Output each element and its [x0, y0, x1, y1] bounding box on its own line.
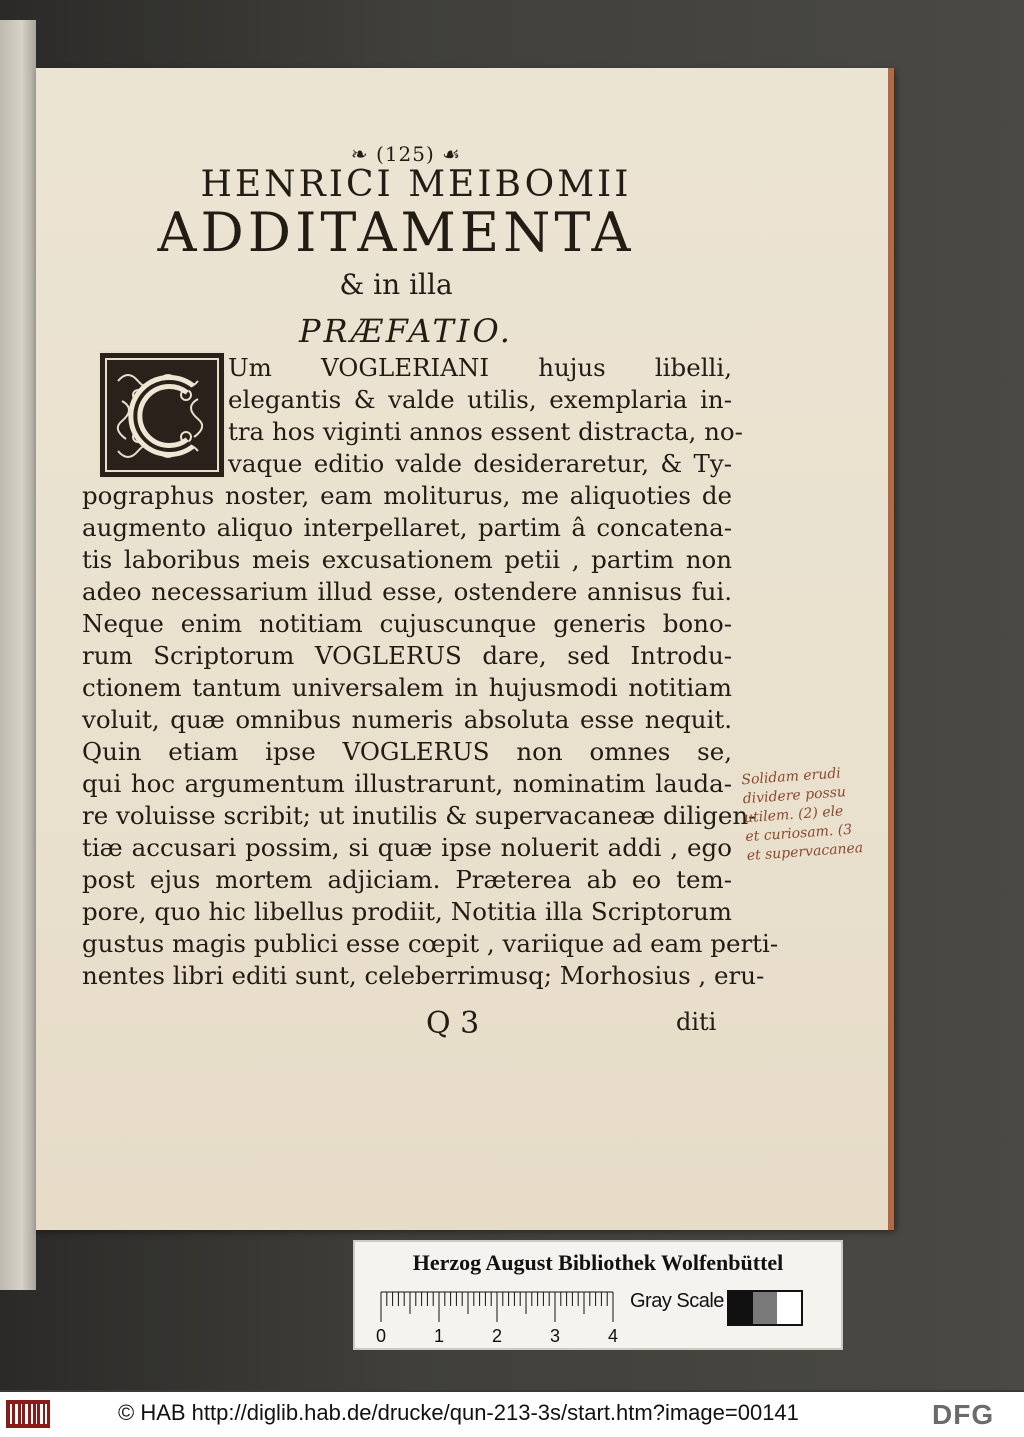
- text-line: voluit, quæ omnibus numeris absoluta esse nequit.: [82, 705, 732, 734]
- signature-mark: Q 3: [426, 1006, 480, 1041]
- text-line: tiæ accusari possim, si quæ ipse noluerit addi , ego: [82, 833, 732, 862]
- marginal-line: dividere possu: [742, 784, 847, 808]
- hab-barcode-logo-icon: [6, 1400, 50, 1428]
- viewer-footer: [0, 1392, 1024, 1437]
- ruler-number: 0: [375, 1326, 387, 1346]
- title-heading: ADDITAMENTA: [157, 201, 635, 264]
- ruler-number: 1: [433, 1326, 445, 1346]
- subtitle: & in illa: [339, 268, 453, 301]
- text-line: Quin etiam ipse VOGLERUS non omnes se,: [82, 737, 732, 766]
- text-line: post ejus mortem adjiciam. Præterea ab eo tem-: [82, 865, 732, 894]
- gray-patch-black: [729, 1292, 753, 1324]
- section-heading: PRÆFATIO.: [299, 312, 513, 350]
- text-line: re voluisse scribit; ut inutilis & supervacaneæ diligen-: [82, 801, 757, 830]
- text-line: Um VOGLERIANI hujus libelli,: [228, 353, 732, 382]
- text-line: nentes libri editi sunt, celeberrimusq; Morhosius , eru-: [82, 961, 765, 990]
- marginal-line: et curiosam. (3: [744, 821, 853, 846]
- ruler-scale: [377, 1290, 617, 1346]
- ruler-number: 4: [607, 1326, 619, 1346]
- gray-patch-white: [777, 1292, 801, 1324]
- gray-patch-mid: [753, 1292, 777, 1324]
- text-line: tra hos viginti annos essent distracta, no-: [228, 417, 743, 446]
- marginal-line: Solidam erudi: [740, 765, 842, 789]
- ruler-number: 2: [491, 1326, 503, 1346]
- marginal-line: utilem. (2) ele: [743, 803, 844, 827]
- text-line: gustus magis publici esse cœpit , variique ad eam perti-: [82, 929, 779, 958]
- text-line: Neque enim notitiam cujuscunque generis bono-: [82, 609, 732, 638]
- text-line: augmento aliquo interpellaret, partim â concatena-: [82, 513, 732, 542]
- marginal-line: et supervacanea: [746, 840, 864, 865]
- text-line: vaque editio valde desideraretur, & Ty-: [228, 449, 732, 478]
- book-page: [36, 68, 894, 1230]
- text-line: elegantis & valde utilis, exemplaria in-: [228, 385, 732, 414]
- author-heading: HENRICI MEIBOMII: [200, 164, 632, 205]
- ruler-number: 3: [549, 1326, 561, 1346]
- copyright-link[interactable]: © HAB http://diglib.hab.de/drucke/qun-213-3s/start.htm?image=00141: [118, 1400, 799, 1425]
- text-line: tis laboribus meis excusationem petii , partim non: [82, 545, 732, 574]
- gray-scale-label: Gray Scale: [630, 1290, 724, 1312]
- text-line: pographus noster, eam moliturus, me aliquoties de: [82, 481, 732, 510]
- decorated-initial-c-icon: [98, 351, 226, 479]
- dfg-logo: DFG: [932, 1399, 995, 1430]
- previous-page-edge: [0, 20, 36, 1290]
- gray-scale-patches: [727, 1290, 803, 1326]
- catchword: diti: [676, 1008, 717, 1036]
- library-name: Herzog August Bibliothek Wolfenbüttel: [412, 1250, 784, 1275]
- text-line: rum Scriptorum VOGLERUS dare, sed Introdu-: [82, 641, 732, 670]
- page-number: ❧ (125) ☙: [350, 142, 462, 166]
- text-line: adeo necessarium illud esse, ostendere annisus fui.: [82, 577, 732, 606]
- text-line: ctionem tantum universalem in hujusmodi notitiam: [82, 673, 732, 702]
- text-line: pore, quo hic libellus prodiit, Notitia illa Scriptorum: [82, 897, 732, 926]
- scan-color-bar: [353, 1240, 843, 1350]
- text-line: qui hoc argumentum illustrarunt, nominatim lauda-: [82, 769, 732, 798]
- handwritten-marginal-note: [741, 761, 897, 866]
